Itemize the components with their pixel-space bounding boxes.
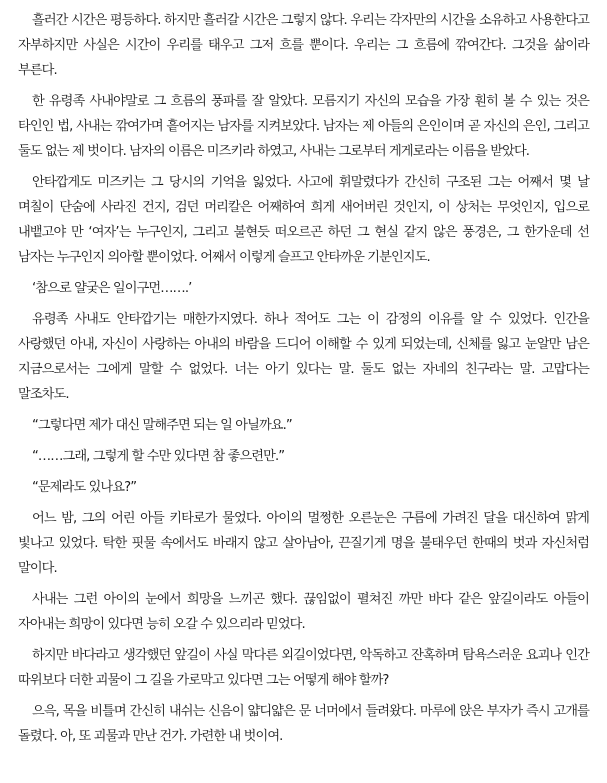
paragraph: ‘참으로 얄궂은 일이구먼…….’ xyxy=(32,281,192,296)
paragraph: 어느 밤, 그의 어린 아들 키타로가 물었다. 아이의 멀쩡한 오른눈은 구름에 가려진 달을 대신하여 맑게 빛나고 있었다. 탁한 핏물 속에서도 바래지 않고 살아남아, 끈질기게 명을 불태우던 한때의 벗과 자신처럼 말이다. xyxy=(18,511,589,576)
dialogue-line: “그렇다면 제가 대신 말해주면 되는 일 아닐까요.” xyxy=(32,418,292,433)
paragraph: 한 유령족 사내야말로 그 흐름의 풍파를 잘 알았다. 모름지기 자신의 모습을 가장 훤히 볼 수 있는 것은 타인인 법, 사내는 깎여가며 흩어지는 남자를 지켜보았다. 남자는 제 아들의 은인이며 곧 자신의 은인, 그리고 둘도 없는 제 벗이다. 남자의 이름은 미즈키라 하였고, 사내는 그로부터 게게로라는 이름을 받았다. xyxy=(18,94,589,159)
paragraph: 흘러간 시간은 평등하다. 하지만 흘러갈 시간은 그렇지 않다. 우리는 각자만의 시간을 소유하고 사용한다고 자부하지만 사실은 시간이 우리를 태우고 그저 흐를 뿐이다. 우리는 그 흐름에 깎여간다. 그것을 삶이라 부른다. xyxy=(18,13,589,78)
paragraph: 하지만 바다라고 생각했던 앞길이 사실 막다른 외길이었다면, 악독하고 잔혹하며 탐욕스러운 요괴나 인간 따위보다 더한 괴물이 그 길을 가로막고 있다면 그는 어떻게 해야 할까? xyxy=(18,648,589,688)
dialogue-line: “……그래, 그렇게 할 수만 있다면 참 좋으련만.” xyxy=(32,449,285,464)
paragraph: 안타깝게도 미즈키는 그 당시의 기억을 잃었다. 사고에 휘말렸다가 간신히 구조된 그는 어째서 몇 날 며칠이 단숨에 사라진 건지, 검던 머리칼은 어째하여 희게 새어버린 것인지, 이 상처는 무엇인지, 입으로 내뱉고야 만 ‘여자’는 누구인지, 그리고 불현듯 떠오르곤 하던 그 현실 같지 않은 풍경은, 그 한가운데 선 남자는 누구인지 의아할 뿐이었다. 어째서 이렇게 슬프고 안타까운 기분인지도. xyxy=(18,175,589,265)
dialogue-line: “문제라도 있나요?” xyxy=(32,480,137,495)
paragraph: 유령족 사내도 안타깝기는 매한가지였다. 하나 적어도 그는 이 감정의 이유를 알 수 있었다. 인간을 사랑했던 아내, 자신이 사랑하는 아내의 바람을 드디어 이해할 수 있게 되었는데, 신체를 잃고 눈알만 남은 지금으로서는 그에게 말할 수 없었다. 너는 아기 있다는 말. 둘도 없는 자네의 친구라는 말. 고맙다는 말조차도. xyxy=(18,312,589,402)
document-page xyxy=(18,8,589,749)
paragraph: 사내는 그런 아이의 눈에서 희망을 느끼곤 했다. 끊임없이 펼쳐진 까만 바다 같은 앞길이라도 아들이 자아내는 희망이 있다면 능히 오갈 수 있으리라 믿었다. xyxy=(18,592,589,632)
paragraph: 으윽, 목을 비틀며 간신히 내쉬는 신음이 얇디얇은 문 너머에서 들려왔다. 마루에 앉은 부자가 즉시 고개를 돌렸다. 아, 또 괴물과 만난 건가. 가련한 내 벗이여. xyxy=(18,704,589,744)
